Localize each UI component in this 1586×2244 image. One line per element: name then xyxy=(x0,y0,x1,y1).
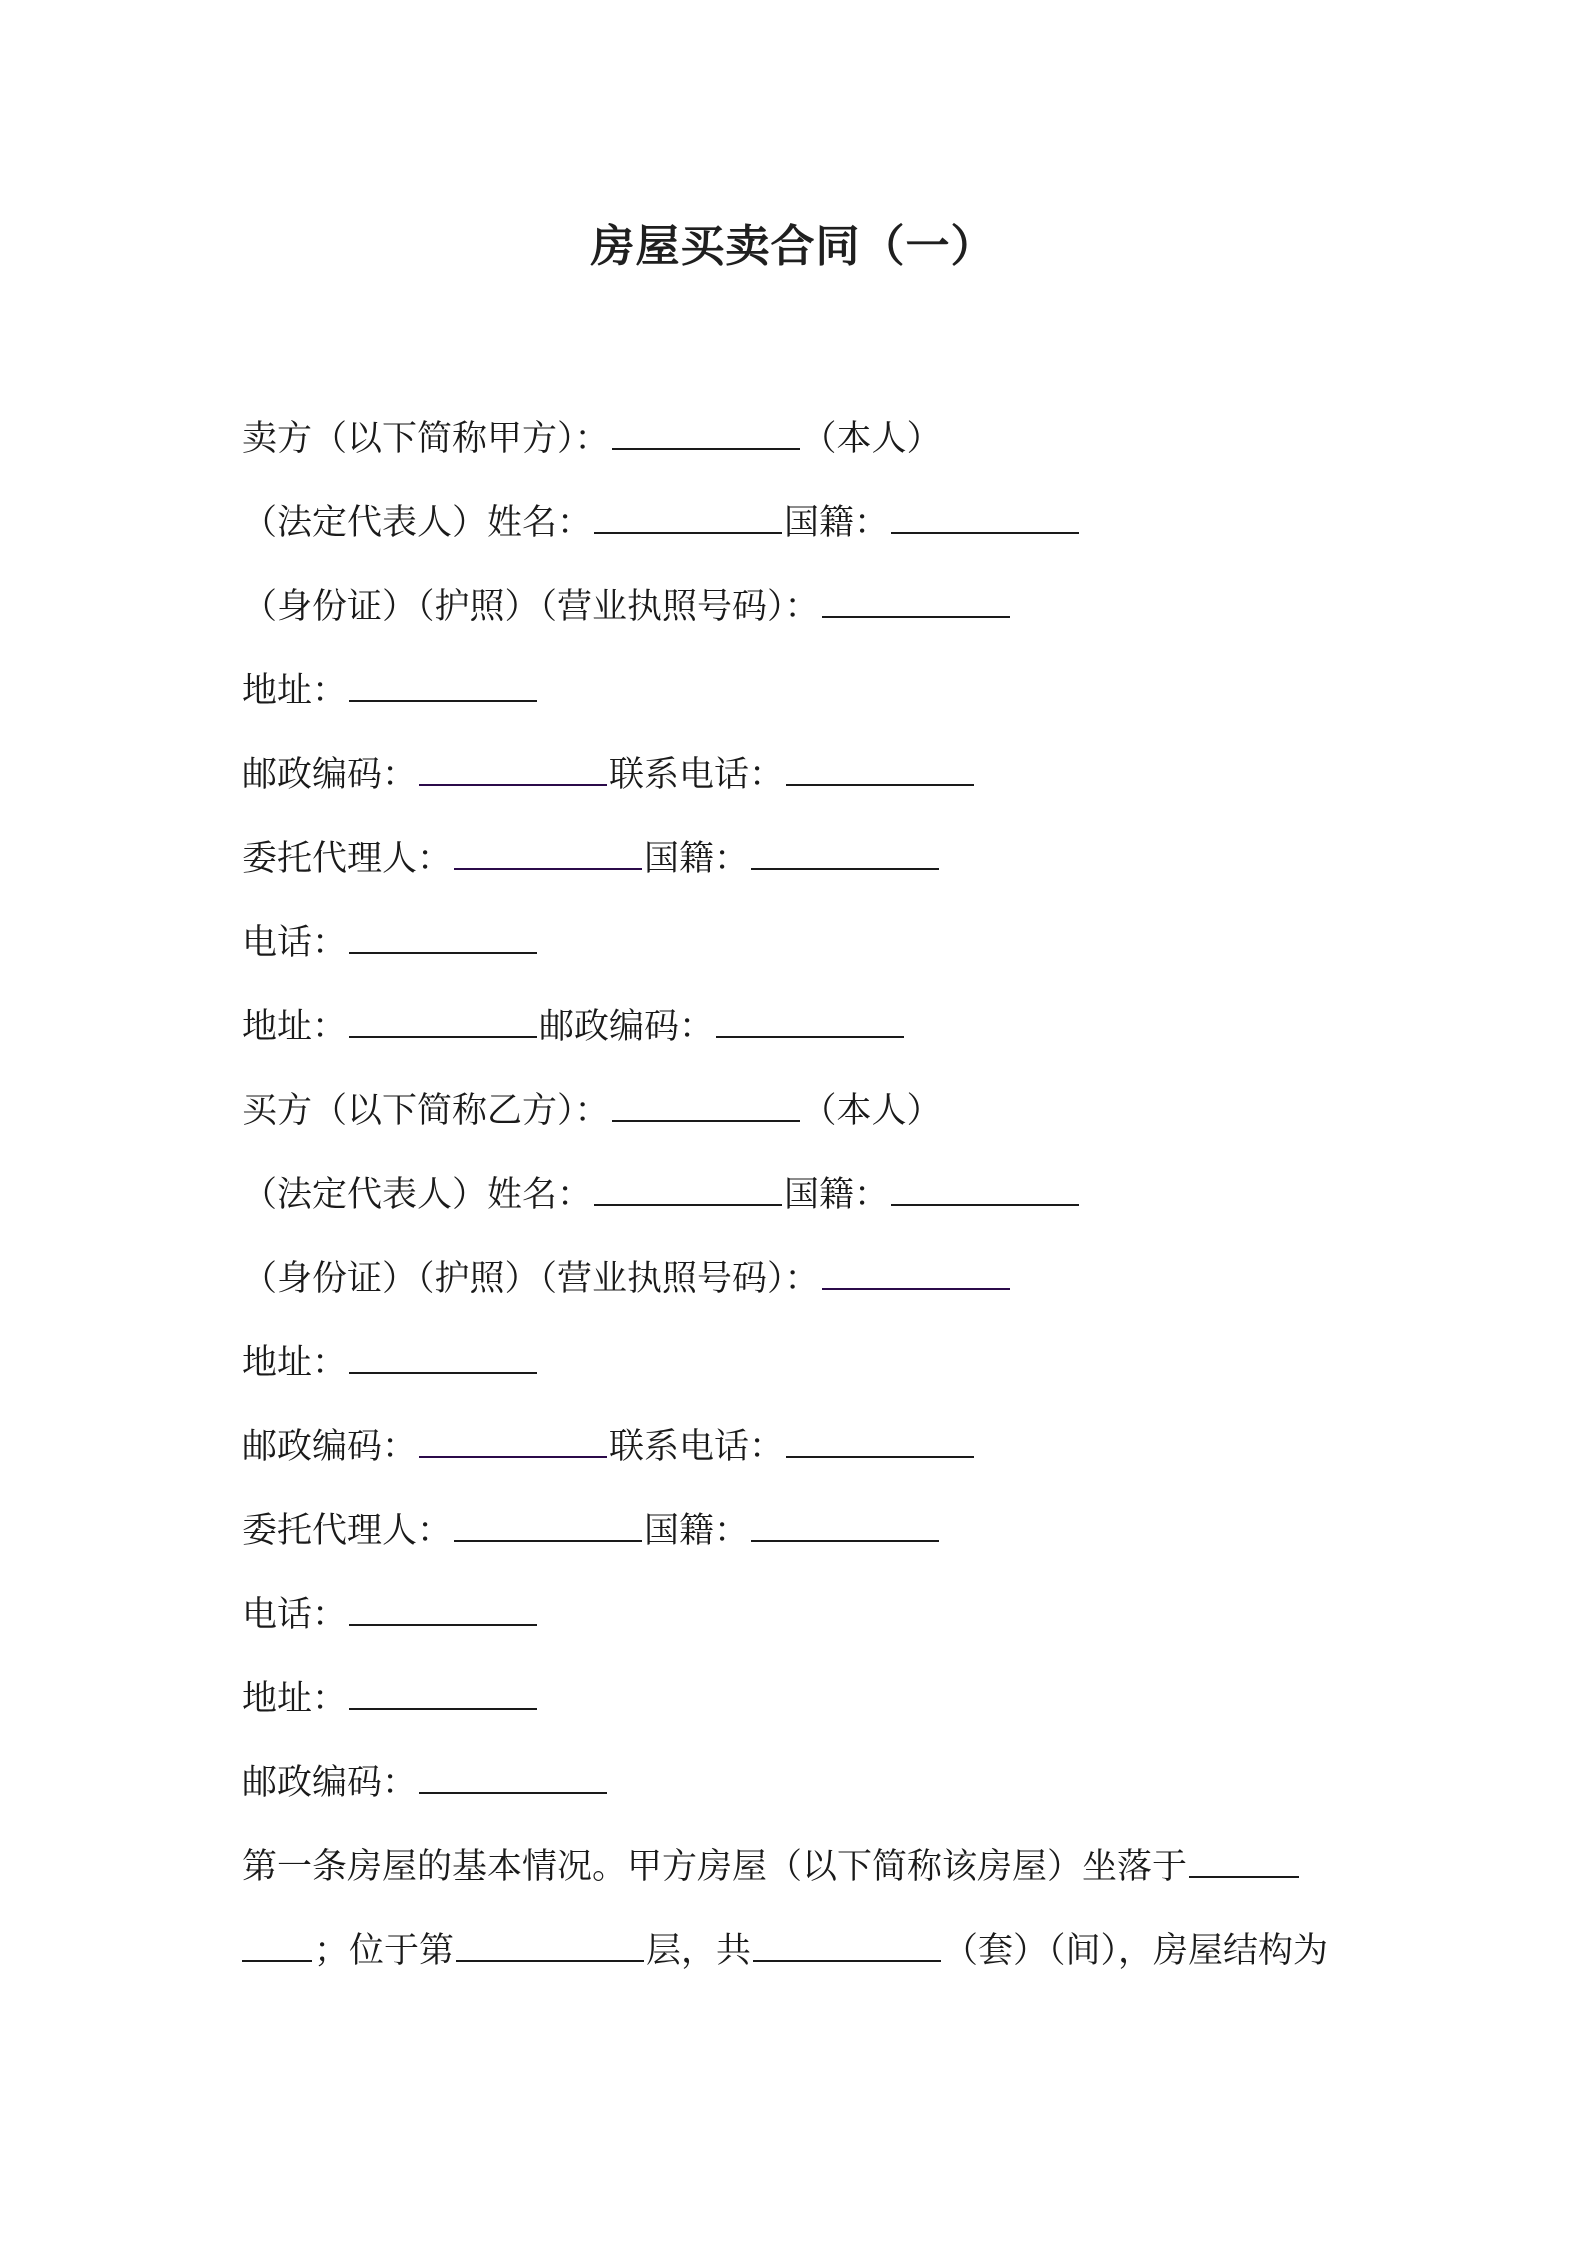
buyer-phone-label: 联系电话： xyxy=(609,1427,785,1467)
buyer-id-field[interactable] xyxy=(822,1248,1010,1290)
buyer-postcode-field[interactable] xyxy=(419,1416,607,1458)
article1-text-a: 第一条房屋的基本情况。甲方房屋（以下简称该房屋）坐落于 xyxy=(242,1847,1188,1887)
article1-line-1 xyxy=(242,1836,1362,1920)
buyer-agent-label: 委托代理人： xyxy=(242,1511,453,1551)
seller-rep-label: （法定代表人）姓名： xyxy=(242,503,593,543)
seller-postcode-line xyxy=(242,744,1362,828)
buyer-agent-phone-field[interactable] xyxy=(349,1584,537,1626)
article1-text-c: 层，共 xyxy=(646,1931,752,1971)
seller-id-line xyxy=(242,576,1362,660)
buyer-address-field[interactable] xyxy=(349,1332,537,1374)
seller-nationality-field[interactable] xyxy=(891,492,1079,534)
buyer-self-label: （本人） xyxy=(801,1091,942,1131)
seller-self-label: （本人） xyxy=(801,419,942,459)
article1-text-b: ；位于第 xyxy=(314,1931,455,1971)
buyer-rep-label: （法定代表人）姓名： xyxy=(242,1175,593,1215)
buyer-rep-field[interactable] xyxy=(594,1164,782,1206)
seller-postcode-label: 邮政编码： xyxy=(242,755,418,795)
seller-nationality-label: 国籍： xyxy=(784,503,890,543)
buyer-agent-nationality-field[interactable] xyxy=(751,1500,939,1542)
seller-agent-phone-line xyxy=(242,912,1362,996)
buyer-agent-nationality-label: 国籍： xyxy=(644,1511,750,1551)
seller-agent-postcode-label: 邮政编码： xyxy=(539,1007,715,1047)
seller-agent-postcode-field[interactable] xyxy=(716,996,904,1038)
floor-field[interactable] xyxy=(456,1920,644,1962)
buyer-id-label: （身份证）（护照）（营业执照号码）： xyxy=(242,1259,820,1299)
article1-text-d: （套）（间），房屋结构为 xyxy=(943,1931,1329,1971)
seller-agent-address-field[interactable] xyxy=(349,996,537,1038)
buyer-name-label: 买方（以下简称乙方）： xyxy=(242,1091,610,1131)
seller-rep-line xyxy=(242,492,1362,576)
house-location-field-cont[interactable] xyxy=(242,1920,312,1962)
seller-agent-nationality-field[interactable] xyxy=(751,828,939,870)
buyer-agent-postcode-line xyxy=(242,1752,1362,1836)
buyer-address-label: 地址： xyxy=(242,1343,348,1383)
buyer-nationality-label: 国籍： xyxy=(784,1175,890,1215)
seller-address-field[interactable] xyxy=(349,660,537,702)
buyer-phone-field[interactable] xyxy=(786,1416,974,1458)
buyer-postcode-label: 邮政编码： xyxy=(242,1427,418,1467)
house-location-field[interactable] xyxy=(1189,1836,1299,1878)
seller-name-label: 卖方（以下简称甲方）： xyxy=(242,419,610,459)
buyer-agent-postcode-label: 邮政编码： xyxy=(242,1763,418,1803)
contract-body xyxy=(242,408,1362,2004)
seller-id-field[interactable] xyxy=(822,576,1010,618)
seller-phone-field[interactable] xyxy=(786,744,974,786)
seller-name-field[interactable] xyxy=(612,408,800,450)
buyer-agent-field[interactable] xyxy=(454,1500,642,1542)
seller-phone-label: 联系电话： xyxy=(609,755,785,795)
buyer-rep-line xyxy=(242,1164,1362,1248)
seller-name-line xyxy=(242,408,1362,492)
buyer-name-field[interactable] xyxy=(612,1080,800,1122)
seller-address-label: 地址： xyxy=(242,671,348,711)
seller-id-label: （身份证）（护照）（营业执照号码）： xyxy=(242,587,820,627)
seller-agent-address-label: 地址： xyxy=(242,1007,348,1047)
buyer-agent-line xyxy=(242,1500,1362,1584)
buyer-agent-postcode-field[interactable] xyxy=(419,1752,607,1794)
seller-agent-field[interactable] xyxy=(454,828,642,870)
seller-agent-label: 委托代理人： xyxy=(242,839,453,879)
seller-rep-field[interactable] xyxy=(594,492,782,534)
buyer-nationality-field[interactable] xyxy=(891,1164,1079,1206)
seller-agent-nationality-label: 国籍： xyxy=(644,839,750,879)
document-title: 房屋买卖合同（一） xyxy=(590,221,996,272)
article1-line-2 xyxy=(242,1920,1362,2004)
buyer-agent-address-label: 地址： xyxy=(242,1679,348,1719)
buyer-agent-phone-line xyxy=(242,1584,1362,1668)
seller-postcode-field[interactable] xyxy=(419,744,607,786)
seller-address-line xyxy=(242,660,1362,744)
buyer-id-line xyxy=(242,1248,1362,1332)
seller-agent-phone-field[interactable] xyxy=(349,912,537,954)
seller-agent-address-line xyxy=(242,996,1362,1080)
buyer-agent-address-line xyxy=(242,1668,1362,1752)
buyer-address-line xyxy=(242,1332,1362,1416)
buyer-agent-phone-label: 电话： xyxy=(242,1595,348,1635)
buyer-postcode-line xyxy=(242,1416,1362,1500)
buyer-name-line xyxy=(242,1080,1362,1164)
seller-agent-line xyxy=(242,828,1362,912)
seller-agent-phone-label: 电话： xyxy=(242,923,348,963)
unit-count-field[interactable] xyxy=(753,1920,941,1962)
buyer-agent-address-field[interactable] xyxy=(349,1668,537,1710)
